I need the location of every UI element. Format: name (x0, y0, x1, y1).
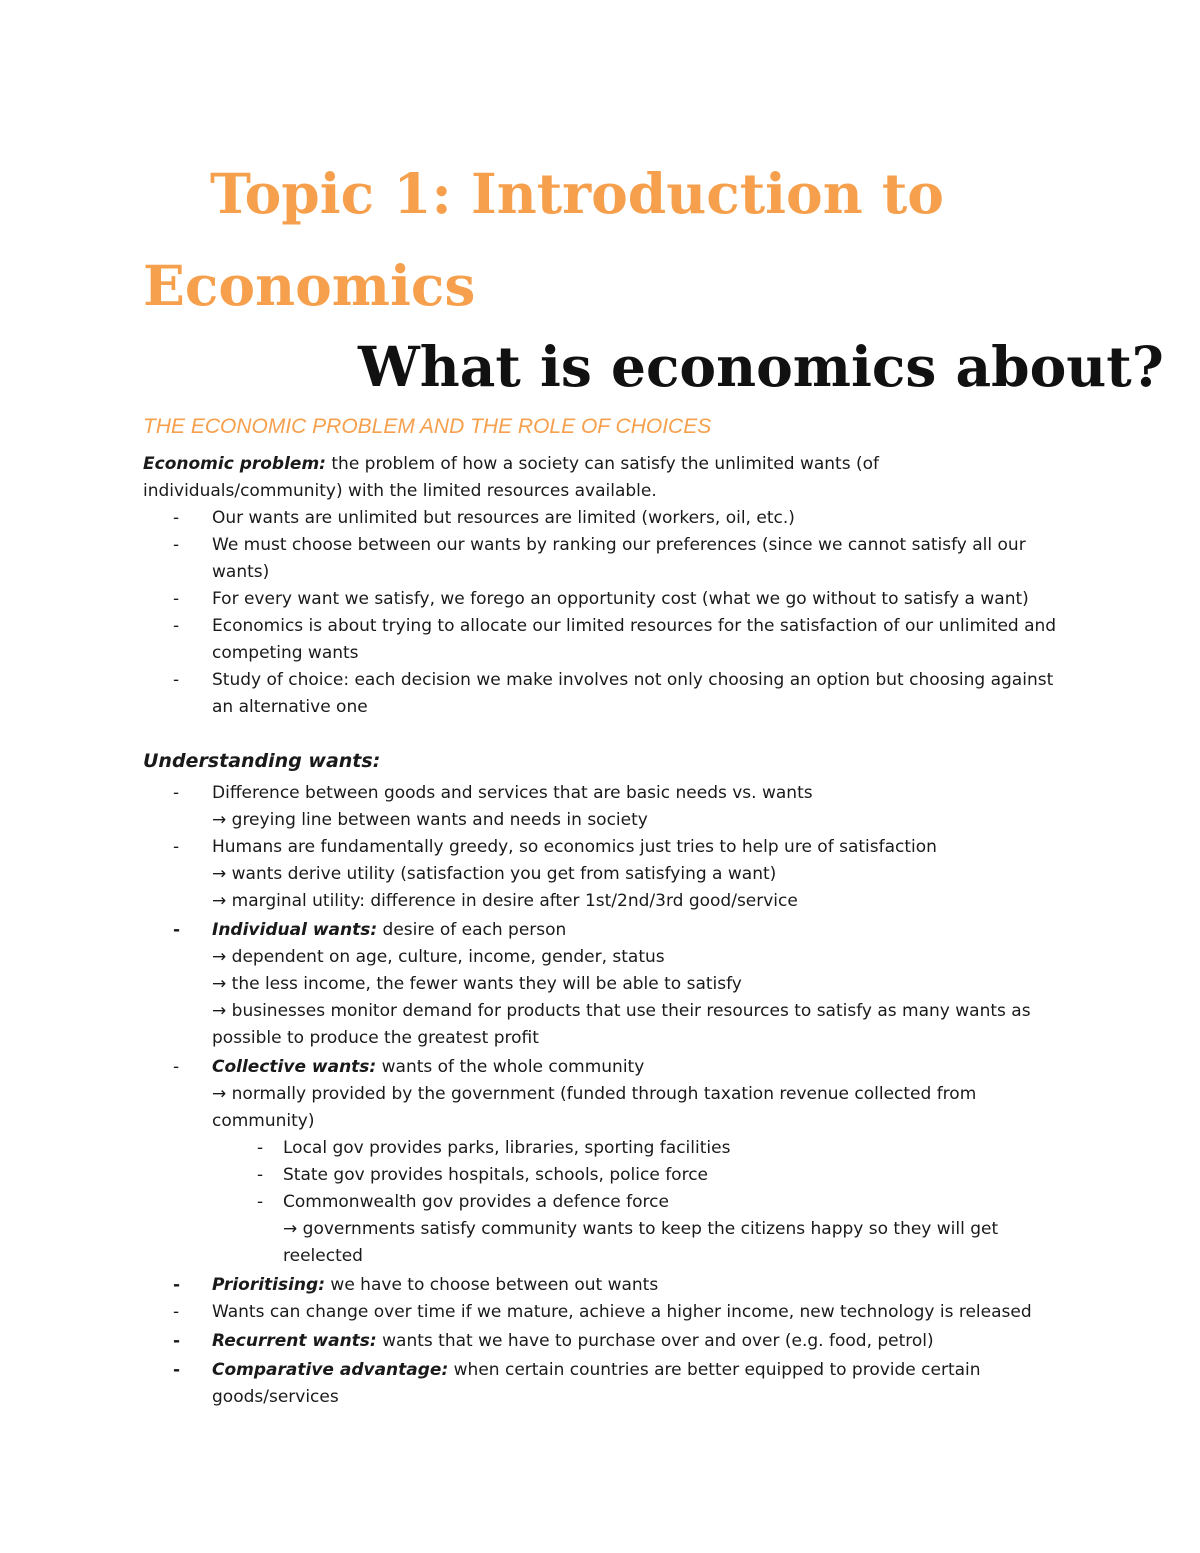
definition-text: the problem of how a society can satisfy the unlimited wants (of individuals/community) with the limited resources available. (143, 454, 879, 501)
sublist-item: - Commonwealth gov provides a defence force → governments satisfy community wants to keep the citizens happy so they will get reelected (212, 1189, 1063, 1270)
list-item: - Difference between goods and services that are basic needs vs. wants → greying line between wants and needs in society (143, 780, 1063, 834)
term-label: Prioritising: (212, 1275, 326, 1295)
sublist-item: - State gov provides hospitals, schools, police force (257, 1165, 708, 1185)
arrow-note: → normally provided by the government (funded through taxation revenue collected from community) (212, 1084, 977, 1131)
section-heading: What is economics about? (358, 334, 1164, 399)
arrow-note: → wants derive utility (satisfaction you get from satisfying a want) (212, 864, 777, 884)
list-item: - Humans are fundamentally greedy, so economics just tries to help ure of satisfaction → wants derive utility (satisfaction you get from satisfying a want) → marginal utility: difference in desire after 1st/2nd/3rd good/service (143, 834, 1063, 915)
arrow-note: → dependent on age, culture, income, gender, status (212, 947, 665, 967)
list-item: - Individual wants: desire of each person → dependent on age, culture, income, gender, status → the less income, the fewer wants they will be able to satisfy → businesses monitor demand for products that use their resources to satisfy as many wants as possible to produce the greatest profit (143, 917, 1063, 1052)
list-item: - Collective wants: wants of the whole community → normally provided by the government (funded through taxation revenue collected from community) - Local gov provides parks, libraries, sporting facilities - State gov provides hospitals, schools, police force - Commonwealth gov provides a defence force → governments satisfy community wants to keep the citizens happy so they will get reelected (143, 1054, 1063, 1270)
arrow-note: → the less income, the fewer wants they will be able to satisfy (212, 974, 742, 994)
wants-section-block (143, 780, 1083, 1411)
list-item: - Study of choice: each decision we make involves not only choosing an option but choosing against an alternative one (173, 670, 1054, 717)
subheading: THE ECONOMIC PROBLEM AND THE ROLE OF CHOICES (143, 415, 712, 438)
list-item: - Comparative advantage: when certain countries are better equipped to provide certain goods/services (173, 1360, 981, 1407)
list-item: - Wants can change over time if we mature, achieve a higher income, new technology is released (173, 1302, 1032, 1322)
list-item: - Prioritising: we have to choose between out wants (173, 1275, 659, 1295)
page-title: Topic 1: Introduction to Economics (143, 161, 944, 318)
term-label: Recurrent wants: (212, 1331, 377, 1351)
list-item: - Economics is about trying to allocate our limited resources for the satisfaction of our unlimited and competing wants (173, 616, 1057, 663)
list-item: - Our wants are unlimited but resources are limited (workers, oil, etc.) (173, 508, 795, 528)
term-label: Comparative advantage: (212, 1360, 449, 1380)
definition-label: Economic problem: (143, 454, 326, 474)
sublist-item: - Local gov provides parks, libraries, sporting facilities (257, 1138, 731, 1158)
wants-list (143, 780, 1063, 1411)
arrow-note: → governments satisfy community wants to keep the citizens happy so they will get reelected (283, 1219, 999, 1266)
problem-points-list (143, 505, 1063, 721)
arrow-note: → marginal utility: difference in desire after 1st/2nd/3rd good/service (212, 891, 798, 911)
term-label: Individual wants: (212, 920, 378, 940)
list-item: - Recurrent wants: wants that we have to purchase over and over (e.g. food, petrol) (173, 1331, 934, 1351)
arrow-note: → businesses monitor demand for products that use their resources to satisfy as many wants as possible to produce the greatest profit (212, 1001, 1031, 1048)
term-label: Collective wants: (212, 1057, 377, 1077)
list-item: - For every want we satisfy, we forego an opportunity cost (what we go without to satisfy a want) (173, 589, 1029, 609)
list-item: - We must choose between our wants by ranking our preferences (since we cannot satisfy all our wants) (173, 535, 1026, 582)
economic-problem-block (143, 451, 1083, 721)
wants-section-title: Understanding wants: (143, 750, 381, 772)
definition-paragraph (143, 451, 1083, 505)
arrow-note: → greying line between wants and needs in society (212, 810, 648, 830)
government-sublist (212, 1135, 1063, 1270)
